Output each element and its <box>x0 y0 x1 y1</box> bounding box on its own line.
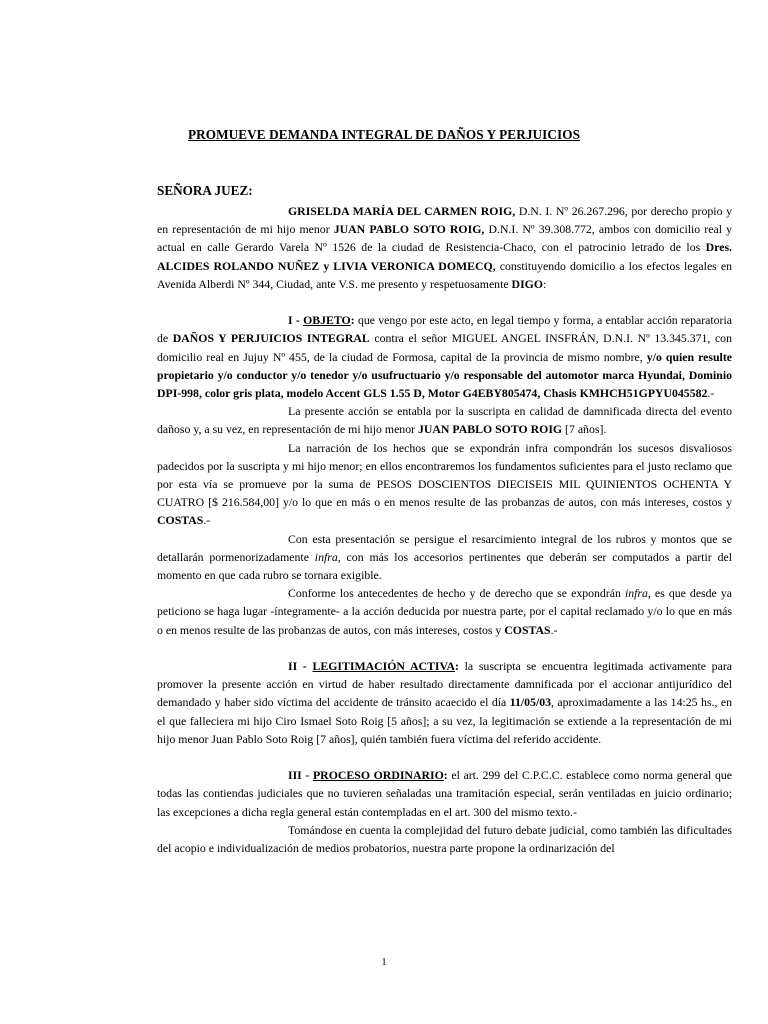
paragraph-presentacion: Con esta presentación se persigue el resarcimiento integral de los rubros y montos que se detallarán pormenorizadamente infra, con más los accesorios pertinentes que deberán ser computados a partir del momento en que cada rubro se tornara exigible. <box>157 531 732 583</box>
document-title: PROMUEVE DEMANDA INTEGRAL DE DAÑOS Y PERJUICIOS <box>187 127 581 142</box>
document-body <box>157 202 732 857</box>
section-heading: LEGITIMACIÓN ACTIVA <box>312 659 455 674</box>
section-legitimacion: II - LEGITIMACIÓN ACTIVA: la suscripta se encuentra legitimada activamente para promover la presente acción en virtud de haber resultado directamente damnificada por el accionar antijurídico del demandado y haber sido víctima del accidente de tránsito acaecido el día 11/05/03, aproximadamente a las 14:25 hs., en el que falleciera mi hijo Ciro Ismael Soto Roig [5 años]; a su vez, la legitimación se extiende a la representación de mi hijo menor Juan Pablo Soto Roig [7 años], quién también fuera víctima del referido accidente. <box>157 659 732 746</box>
greeting: SEÑORA JUEZ: <box>157 183 253 198</box>
paragraph-narracion: La narración de los hechos que se expondrán infra compondrán los sucesos disvaliosos padecidos por la suscripta y mi hijo menor; en ellos encontraremos los fundamentos suficientes para el justo reclamo que por esta vía se promueve por la suma de PESOS DOSCIENTOS DIECISEIS MIL QUINIENTOS OCHENTA Y CUATRO [$ 216.584,00] y/o lo que en más o en menos resulte de las probanzas de autos, con más intereses, costos y COSTAS.- <box>157 440 732 528</box>
accident-date: 11/05/03 <box>509 695 552 710</box>
intro-paragraph: GRISELDA MARÍA DEL CARMEN ROIG, D.N. I. Nº 26.267.296, por derecho propio y en representación de mi hijo menor JUAN PABLO SOTO ROIG, D.N.I. Nº 39.308.772, ambos con domicilio real y actual en calle Gerardo Varela Nº 1526 de la ciudad de Resistencia-Chaco, con el patrocinio letrado de los Dres. ALCIDES ROLANDO NUÑEZ y LIVIA VERONICA DOMECQ, constituyendo domicilio a los efectos legales en Avenida Alberdi Nº 344, Ciudad, ante V.S. me presento y respetuosamente DIGO: <box>157 204 733 291</box>
section-heading: OBJETO <box>303 313 351 328</box>
section-proceso: III - PROCESO ORDINARIO: el art. 299 del C.P.C.C. establece como norma general que todas las contiendas judiciales que no tuvieren señaladas una tramitación especial, serán ventiladas en juicio ordinario; las excepciones a dicha regla general están contempladas en el art. 300 del mismo texto.- <box>157 768 732 819</box>
plaintiff-name: GRISELDA MARÍA DEL CARMEN ROIG, <box>288 204 516 218</box>
lawyers-names: Dres. ALCIDES ROLANDO NUÑEZ y LIVIA VERONICA DOMECQ, <box>157 240 732 273</box>
paragraph-conforme: Conforme los antecedentes de hecho y de derecho que se expondrán infra, es que desde ya peticiono se haga lugar -íntegramente- a la acción deducida por nuestra parte, por el capital reclamado y/o lo que en más o en menos resulte de las probanzas de autos, con más intereses, costos y COSTAS.- <box>157 586 732 637</box>
section-objeto: I - OBJETO: que vengo por este acto, en legal tiempo y forma, a entablar acción reparatoria de DAÑOS Y PERJUICIOS INTEGRAL contra el señor MIGUEL ANGEL INSFRÁN, D.N.I. Nº 13.345.371, con domicilio real en Jujuy Nº 455, de la ciudad de Formosa, capital de la provincia de mismo nombre, y/o quien resulte propietario y/o conductor y/o tenedor y/o usufructuario y/o responsable del automotor marca Hyundai, Dominio DPI-998, color gris plata, modelo Accent GLS 1.55 D, Motor G4EBY805474, Chasis KMHCH51GPYU045582.- <box>157 313 732 401</box>
son-name: JUAN PABLO SOTO ROIG, <box>333 222 485 237</box>
section-heading: PROCESO ORDINARIO <box>312 768 444 783</box>
paragraph-tomandose: Tomándose en cuenta la complejidad del futuro debate judicial, como también las dificultades del acopio e individualización de medios probatorios, nuestra parte propone la ordinarización del <box>157 822 732 856</box>
vehicle-description: y/o quien resulte propietario y/o conductor y/o tenedor y/o usufructuario y/o responsable del automotor marca Hyundai, Dominio DPI-998, color gris plata, modelo Accent GLS 1.55 D, Motor G4EBY805474, Chasis KMHCH51GPYU045582 <box>157 349 732 401</box>
paragraph-presente: La presente acción se entabla por la suscripta en calidad de damnificada directa del evento dañoso y, a su vez, en representación de mi hijo menor JUAN PABLO SOTO ROIG [7 años]. <box>157 404 732 437</box>
page-number: 1 <box>381 956 387 968</box>
